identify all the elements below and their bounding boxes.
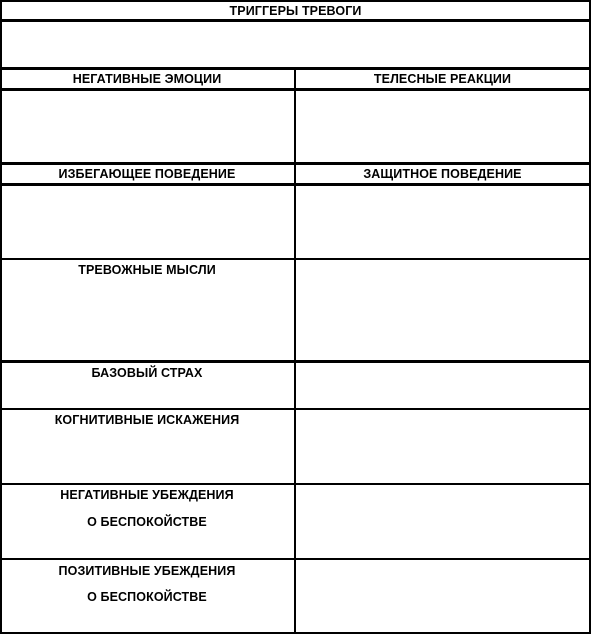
worksheet-title: ТРИГГЕРЫ ТРЕВОГИ [229, 4, 362, 18]
body-reactions-field[interactable] [296, 91, 589, 162]
triggers-field[interactable] [2, 22, 589, 67]
core-fear-field[interactable] [296, 363, 589, 408]
negative-beliefs-field[interactable] [296, 485, 589, 558]
positive-beliefs-label-line2: О БЕСПОКОЙСТВЕ [87, 590, 207, 604]
body-reactions-header: ТЕЛЕСНЫЕ РЕАКЦИИ [373, 72, 512, 86]
anxious-thoughts-label: ТРЕВОЖНЫЕ МЫСЛИ [78, 263, 216, 277]
avoidant-behavior-field[interactable] [2, 186, 294, 258]
protective-behavior-header: ЗАЩИТНОЕ ПОВЕДЕНИЕ [363, 167, 522, 181]
negative-emotions-field[interactable] [2, 91, 294, 162]
rule-top [0, 0, 591, 2]
positive-beliefs-field[interactable] [296, 560, 589, 632]
negative-beliefs-label-line2: О БЕСПОКОЙСТВЕ [87, 515, 207, 529]
anxious-thoughts-field[interactable] [296, 260, 589, 360]
cognitive-distortions-label: КОГНИТИВНЫЕ ИСКАЖЕНИЯ [54, 413, 240, 427]
core-fear-label: БАЗОВЫЙ СТРАХ [91, 366, 203, 380]
cognitive-distortions-field[interactable] [296, 410, 589, 483]
negative-emotions-header: НЕГАТИВНЫЕ ЭМОЦИИ [72, 72, 222, 86]
positive-beliefs-label-line1: ПОЗИТИВНЫЕ УБЕЖДЕНИЯ [58, 564, 236, 578]
protective-behavior-field[interactable] [296, 186, 589, 258]
negative-beliefs-label-line1: НЕГАТИВНЫЕ УБЕЖДЕНИЯ [60, 488, 234, 502]
avoidant-behavior-header: ИЗБЕГАЮЩЕЕ ПОВЕДЕНИЕ [58, 167, 236, 181]
